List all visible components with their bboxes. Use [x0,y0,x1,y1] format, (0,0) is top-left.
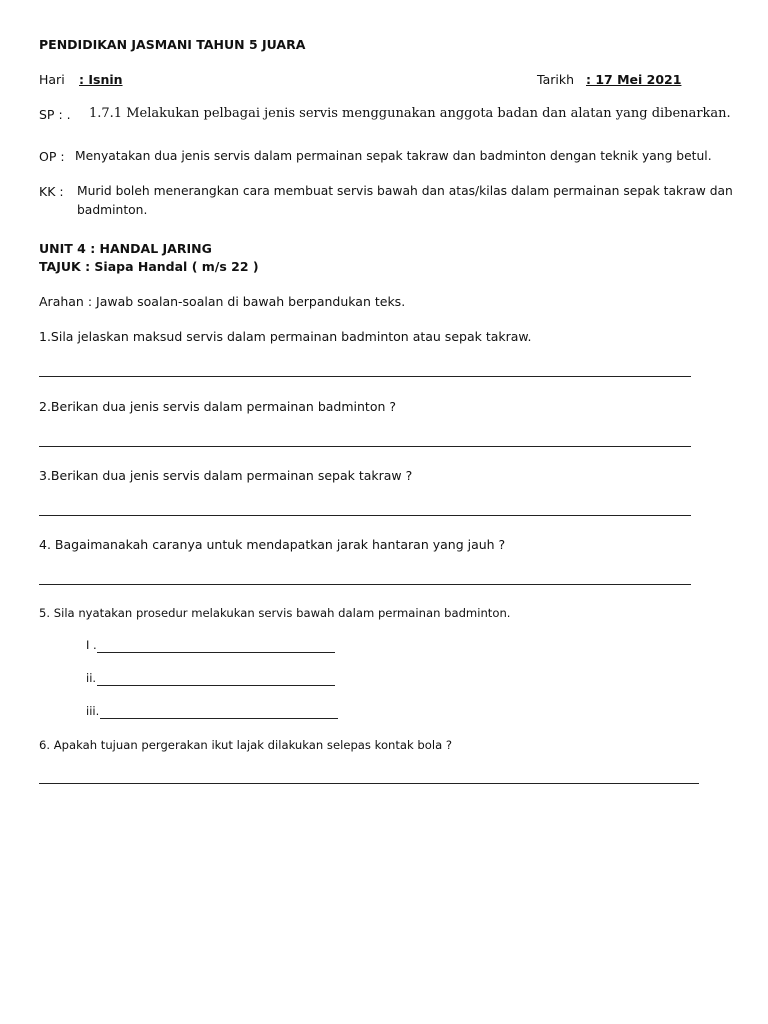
day-value: : Isnin [79,72,123,87]
topic-heading: TAJUK : Siapa Handal ( m/s 22 ) [39,259,259,274]
answer-line-3[interactable] [39,515,691,516]
sp-label: SP : . [39,107,71,122]
sp-text: 1.7.1 Melakukan pelbagai jenis servis menggunakan anggota badan dan alatan yang dibenarkan. [89,106,731,121]
answer-line-4[interactable] [39,584,691,585]
kk-text-line2: badminton. [77,203,148,217]
sub-item-3-line[interactable] [100,718,338,719]
kk-text-line1: Murid boleh menerangkan cara membuat servis bawah dan atas/kilas dalam permainan sepak takraw dan [77,184,733,198]
date-value: : 17 Mei 2021 [586,72,682,87]
answer-line-2[interactable] [39,446,691,447]
question-5: 5. Sila nyatakan prosedur melakukan servis bawah dalam permainan badminton. [39,606,511,620]
sub-item-3-label: iii. [86,704,100,718]
date-label: Tarikh [537,72,574,87]
sub-item-1-label: I . [86,638,97,652]
question-3: 3.Berikan dua jenis servis dalam permainan sepak takraw ? [39,468,413,483]
worksheet-title: PENDIDIKAN JASMANI TAHUN 5 JUARA [39,37,306,52]
kk-label: KK : [39,184,64,199]
op-label: OP : [39,149,65,164]
op-text: Menyatakan dua jenis servis dalam permainan sepak takraw dan badminton dengan teknik yang betul. [75,149,712,163]
question-2: 2.Berikan dua jenis servis dalam permainan badminton ? [39,399,397,414]
sub-item-1-line[interactable] [97,652,335,653]
day-label: Hari [39,72,65,87]
question-1: 1.Sila jelaskan maksud servis dalam permainan badminton atau sepak takraw. [39,329,532,344]
sub-item-2-line[interactable] [97,685,335,686]
question-4: 4. Bagaimanakah caranya untuk mendapatkan jarak hantaran yang jauh ? [39,537,506,552]
instruction-text: Arahan : Jawab soalan-soalan di bawah berpandukan teks. [39,294,406,309]
question-6: 6. Apakah tujuan pergerakan ikut lajak dilakukan selepas kontak bola ? [39,738,453,752]
answer-line-1[interactable] [39,376,691,377]
answer-line-6[interactable] [39,783,699,784]
unit-heading: UNIT 4 : HANDAL JARING [39,241,212,256]
sub-item-2-label: ii. [86,671,97,685]
